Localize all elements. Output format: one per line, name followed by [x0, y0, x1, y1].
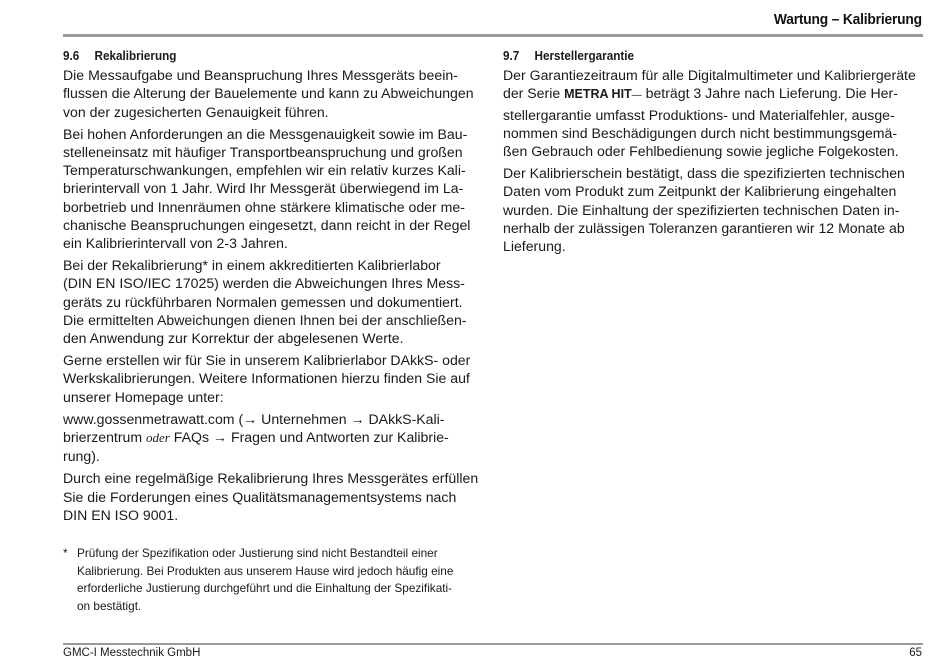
text-line: Prüfung der Spezifikation oder Justierung sind nicht Bestandteil einer — [77, 546, 438, 560]
header-rule — [63, 34, 923, 37]
text-line: stellergarantie umfasst Produktions- und Materialfehler, ausge- — [503, 106, 895, 123]
text-line: unserer Homepage unter: — [63, 388, 224, 405]
text-line: borbetrieb und Innenräumen ohne stärkere klimatische oder me- — [63, 198, 465, 215]
text-line: Gerne erstellen wir für Sie in unserem Kalibrierlabor DAkkS- oder — [63, 352, 471, 369]
page-number: 65 — [909, 647, 922, 659]
text-line: Durch eine regelmäßige Rekalibrierung Ihres Messgerätes erfüllen — [63, 470, 479, 487]
text-line: nommen sind Beschädigungen durch nicht bestimmungsgemä- — [503, 124, 898, 141]
text-line: Sie die Forderungen eines Qualitätsmanagementsystems nach — [63, 488, 457, 505]
text-line — [503, 84, 923, 105]
brand-suffix: — — [631, 90, 642, 102]
text-line: Bei hohen Anforderungen an die Messgenauigkeit sowie im Bau- — [63, 125, 468, 142]
footnote — [63, 545, 488, 615]
website-link[interactable]: www.gossenmetrawatt.com ( — [63, 410, 244, 427]
text-line: erforderliche Justierung durchgeführt und die Einhaltung der Spezifikati- — [77, 581, 453, 596]
paragraph-1 — [63, 66, 483, 121]
footnote-marker: * — [63, 546, 68, 560]
text-segment: Fragen und Antworten zur Kalibrie- — [227, 429, 449, 446]
text-line: Die ermittelten Abweichungen dienen Ihnen bei der anschließen- — [63, 311, 467, 328]
section-title: Rekalibrierung — [94, 48, 177, 63]
arrow-right-icon: → — [243, 410, 258, 427]
text-line: Werkskalibrierungen. Weitere Informationen hierzu finden Sie auf — [63, 370, 470, 387]
text-line — [63, 428, 483, 447]
footer-rule — [63, 643, 923, 645]
oder-word: oder — [146, 430, 170, 446]
text-line: brierintervall von 1 Jahr. Wird Ihr Messgerät überwiegend im La- — [63, 180, 464, 197]
brand-name: METRA HIT — [564, 87, 632, 102]
paragraph-3 — [63, 256, 483, 347]
text-line: den Anwendung zur Korrektur der abgelesenen Werte. — [63, 330, 404, 347]
text-line: DIN EN ISO 9001. — [63, 506, 179, 523]
text-segment: der Serie — [503, 85, 565, 102]
text-line: ein Kalibrierintervall von 2-3 Jahren. — [63, 235, 288, 252]
paragraph-5 — [63, 469, 483, 524]
paragraph-2 — [63, 125, 483, 252]
text-segment: beträgt 3 Jahre nach Lieferung. Die Her- — [641, 85, 898, 102]
text-line — [63, 410, 483, 428]
text-line: stelleneinsatz mit häufiger Transportbeanspruchung und großen — [63, 144, 463, 161]
text-line: rung). — [63, 448, 100, 465]
text-line: nerhalb der zulässigen Toleranzen garantieren wir 12 Monate ab — [503, 219, 905, 236]
text-line: wurden. Die Einhaltung der spezifizierten technischen Daten in- — [503, 201, 900, 218]
text-line: ßen Gebrauch oder Fehlbedienung sowie jegliche Folgekosten. — [503, 143, 899, 160]
text-line: Temperaturschwankungen, empfehlen wir ein relativ kurzes Kali- — [63, 162, 466, 179]
text-line: von der zugesicherten Genauigkeit führen. — [63, 103, 329, 120]
section-heading-9-6 — [63, 47, 441, 65]
section-title: Herstellergarantie — [534, 48, 635, 63]
text-segment: brierzentrum — [63, 429, 147, 446]
section-heading-9-7 — [503, 47, 881, 65]
text-segment: Unternehmen — [257, 410, 351, 427]
text-line: Bei der Rekalibrierung* in einem akkreditierten Kalibrierlabor — [63, 257, 441, 274]
text-line: Der Kalibrierschein bestätigt, dass die spezifizierten technischen — [503, 165, 905, 182]
left-column — [63, 47, 483, 528]
page-header-title: Wartung – Kalibrierung — [773, 11, 922, 28]
paragraph-4 — [63, 351, 483, 406]
link-paragraph — [63, 410, 483, 466]
text-line: Daten vom Produkt zum Zeitpunkt der Kalibrierung eingehalten — [503, 183, 897, 200]
section-number: 9.6 — [63, 48, 80, 63]
text-line: Lieferung. — [503, 238, 566, 255]
text-segment: FAQs — [169, 429, 213, 446]
certificate-paragraph — [503, 164, 923, 255]
footnote-text — [77, 545, 488, 615]
text-line: Die Messaufgabe und Beanspruchung Ihres Messgeräts beein- — [63, 67, 458, 84]
footer-company: GMC-I Messtechnik GmbH — [63, 647, 201, 659]
text-line: Kalibrierung. Bei Produkten aus unserem Hause wird jedoch häufig eine — [77, 563, 454, 578]
text-line: (DIN EN ISO/IEC 17025) werden die Abweichungen Ihres Mess- — [63, 275, 465, 292]
text-line: chanische Beanspruchungen eingesetzt, dann reicht in der Regel — [63, 216, 471, 233]
text-line: geräts zu rückführbaren Normalen gemessen und dokumentiert. — [63, 293, 463, 310]
text-segment: DAkkS-Kali- — [364, 410, 445, 427]
text-line: Der Garantiezeitraum für alle Digitalmultimeter und Kalibriergeräte — [503, 67, 916, 84]
arrow-right-icon: → — [212, 429, 228, 446]
text-line: on bestätigt. — [77, 598, 142, 613]
right-column — [503, 47, 923, 259]
section-number: 9.7 — [503, 48, 520, 63]
text-line: flussen die Alterung der Bauelemente und kann zu Abweichungen — [63, 85, 474, 102]
arrow-right-icon: → — [350, 410, 365, 427]
warranty-paragraph — [503, 66, 923, 160]
